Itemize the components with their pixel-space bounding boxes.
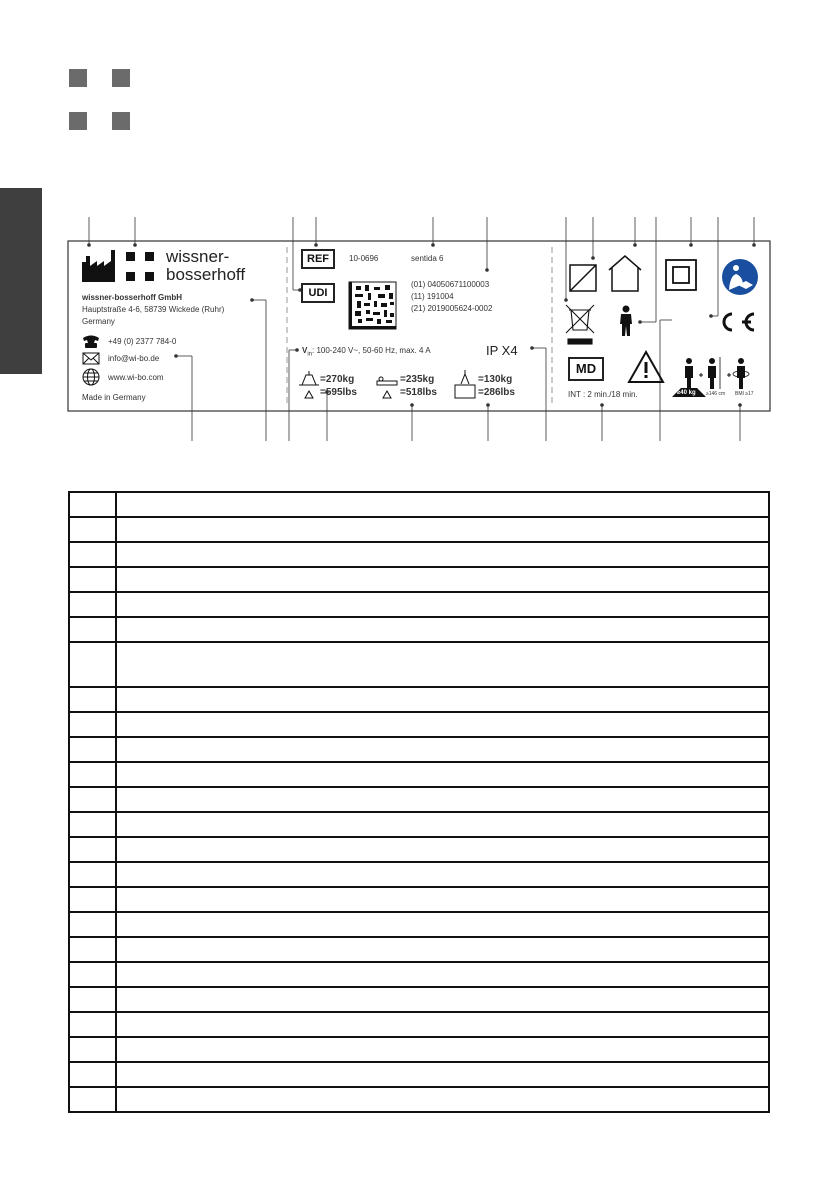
table-cell-number	[69, 687, 116, 712]
table-cell-number	[69, 862, 116, 887]
table-cell-number	[69, 912, 116, 937]
table-row	[69, 787, 769, 812]
ce-mark-text	[728, 311, 756, 334]
table-cell-description	[116, 887, 769, 912]
table-row	[69, 542, 769, 567]
rating-label-figure	[0, 0, 839, 480]
table-cell-description	[116, 912, 769, 937]
udi-tag: UDI	[301, 283, 335, 303]
table-cell-number	[69, 887, 116, 912]
table-row	[69, 862, 769, 887]
table-row	[69, 567, 769, 592]
patient-weight-badge: ≥40 kg	[677, 390, 696, 396]
table-cell-number	[69, 567, 116, 592]
table-cell-number	[69, 712, 116, 737]
table-row	[69, 737, 769, 762]
table-row	[69, 962, 769, 987]
table-cell-number	[69, 492, 116, 517]
table-cell-description	[116, 787, 769, 812]
table-row	[69, 812, 769, 837]
table-cell-description	[116, 687, 769, 712]
table-row	[69, 617, 769, 642]
table-row	[69, 912, 769, 937]
table-cell-description	[116, 1087, 769, 1112]
voltage-symbol: V	[302, 346, 308, 355]
table-cell-number	[69, 962, 116, 987]
transformer-icon	[570, 265, 596, 291]
table-cell-description	[116, 592, 769, 617]
duty-cycle: INT : 2 min./18 min.	[568, 390, 638, 399]
safe-load-lbs: =595lbs	[320, 387, 357, 398]
table-cell-description	[116, 642, 769, 687]
table-cell-description	[116, 567, 769, 592]
crossed-bin-icon	[566, 305, 594, 344]
symbol-legend-table	[68, 491, 770, 1113]
product-name: sentida 6	[411, 254, 444, 263]
table-cell-number	[69, 1062, 116, 1087]
hook-load-lbs: =286lbs	[478, 387, 515, 398]
voltage-spec: : 100-240 V~, 50-60 Hz, max. 4 A	[312, 346, 431, 355]
person-type-b-icon	[620, 306, 632, 337]
table-cell-number	[69, 542, 116, 567]
table-row	[69, 987, 769, 1012]
table-cell-description	[116, 837, 769, 862]
table-row	[69, 642, 769, 687]
table-row	[69, 712, 769, 737]
patient-load-kg: =235kg	[400, 374, 435, 385]
table-row	[69, 1012, 769, 1037]
table-row	[69, 762, 769, 787]
safe-load-kg: =270kg	[320, 374, 355, 385]
table-cell-description	[116, 542, 769, 567]
warning-triangle-icon	[629, 352, 663, 382]
table-row	[69, 592, 769, 617]
table-cell-number	[69, 642, 116, 687]
ip-rating: IP X4	[486, 343, 518, 358]
table-cell-number	[69, 762, 116, 787]
table-cell-number	[69, 1087, 116, 1112]
company-web: www.wi-bo.com	[108, 373, 164, 382]
globe-icon	[83, 369, 99, 385]
md-tag: MD	[568, 357, 604, 381]
patient-height: ≥146 cm	[706, 391, 726, 397]
made-in-label: Made in Germany	[82, 393, 146, 402]
telephone-icon	[83, 336, 99, 349]
table-row	[69, 1062, 769, 1087]
patient-load-lbs: =518lbs	[400, 387, 437, 398]
table-cell-description	[116, 1062, 769, 1087]
safe-working-load-icon	[299, 371, 319, 398]
company-country: Germany	[82, 317, 115, 326]
read-manual-icon	[722, 259, 758, 295]
hook-load-kg: =130kg	[478, 374, 513, 385]
udi-line-3: (21) 2019005624-0002	[411, 304, 493, 313]
brand-name-line1: wissner-	[166, 247, 230, 266]
callout-leaders-bottom	[192, 300, 740, 441]
table-cell-number	[69, 1012, 116, 1037]
udi-line-2: (11) 191004	[411, 292, 454, 301]
table-cell-number	[69, 812, 116, 837]
voltage-subscript: in	[307, 351, 313, 358]
ref-number: 10-0696	[349, 254, 379, 263]
supply-voltage	[302, 346, 431, 358]
table-cell-description	[116, 1012, 769, 1037]
company-phone: +49 (0) 2377 784-0	[108, 337, 177, 346]
ref-tag: REF	[301, 249, 335, 269]
table-row	[69, 837, 769, 862]
table-cell-description	[116, 962, 769, 987]
table-cell-description	[116, 517, 769, 542]
house-icon	[609, 256, 641, 291]
table-row	[69, 1037, 769, 1062]
table-cell-description	[116, 712, 769, 737]
table-cell-description	[116, 617, 769, 642]
table-cell-description	[116, 987, 769, 1012]
table-cell-description	[116, 862, 769, 887]
double-square-icon	[666, 260, 696, 290]
table-cell-description	[116, 762, 769, 787]
company-address: Hauptstraße 4-6, 58739 Wickede (Ruhr)	[82, 305, 225, 314]
patient-bmi: BMI ≥17	[735, 391, 754, 397]
table-cell-description	[116, 492, 769, 517]
company-email: info@wi-bo.de	[108, 354, 160, 363]
table-cell-number	[69, 1037, 116, 1062]
udi-matrix-code	[349, 282, 396, 329]
table-cell-number	[69, 787, 116, 812]
table-row	[69, 687, 769, 712]
table-cell-number	[69, 937, 116, 962]
table-cell-description	[116, 937, 769, 962]
table-cell-number	[69, 517, 116, 542]
logo-squares-icon	[126, 252, 154, 281]
patient-weight-icon	[377, 377, 397, 398]
table-row	[69, 517, 769, 542]
table-row	[69, 1087, 769, 1112]
table-row	[69, 887, 769, 912]
envelope-icon	[83, 353, 99, 364]
table-cell-description	[116, 737, 769, 762]
factory-icon	[82, 250, 115, 282]
company-name: wissner-bosserhoff GmbH	[82, 293, 183, 302]
table-cell-number	[69, 592, 116, 617]
table-cell-description	[116, 1037, 769, 1062]
table-cell-number	[69, 987, 116, 1012]
udi-line-1: (01) 04050671100003	[411, 280, 490, 289]
brand-name-line2: bosserhoff	[166, 265, 246, 284]
table-cell-number	[69, 837, 116, 862]
table-cell-description	[116, 812, 769, 837]
table-cell-number	[69, 737, 116, 762]
table-row	[69, 937, 769, 962]
table-cell-number	[69, 617, 116, 642]
table-row	[69, 492, 769, 517]
lifting-pole-load-icon	[455, 370, 475, 398]
